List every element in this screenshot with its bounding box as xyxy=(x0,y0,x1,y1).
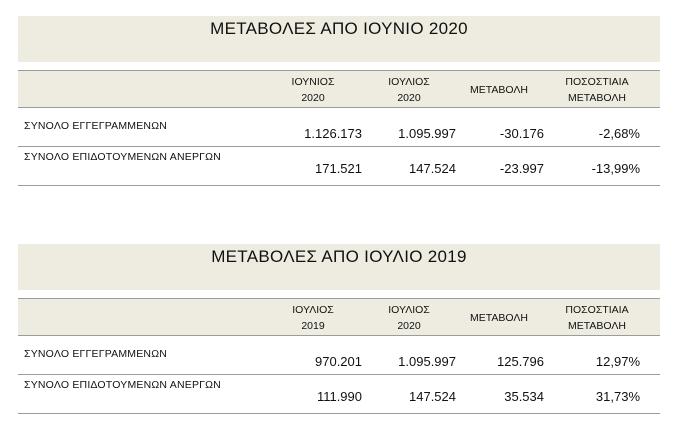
table-row xyxy=(18,336,660,375)
row-label: ΣΥΝΟΛΟ ΕΠΙΔΟΤΟΥΜΕΝΩΝ ΑΝΕΡΓΩΝ xyxy=(24,379,221,391)
value-cell: 125.796 xyxy=(497,354,544,369)
table-title: ΜΕΤΑΒΟΛΕΣ ΑΠΟ ΙΟΥΝΙΟ 2020 xyxy=(18,16,660,62)
column-header: ΠΟΣΟΣΤΙΑΙΑ ΜΕΤΑΒΟΛΗ xyxy=(565,304,629,332)
table-row xyxy=(18,108,660,147)
table-header-row xyxy=(18,298,660,336)
value-cell: -13,99% xyxy=(591,161,640,176)
column-header: ΙΟΥΛΙΟΣ 2019 xyxy=(292,304,334,332)
column-header: ΙΟΥΛΙΟΣ 2020 xyxy=(388,76,430,104)
column-header: ΜΕΤΑΒΟΛΗ xyxy=(470,312,528,324)
value-cell: 1.095.997 xyxy=(398,126,456,141)
changes-table-1 xyxy=(18,16,660,186)
value-cell: 12,97% xyxy=(595,354,640,369)
column-header: ΠΟΣΟΣΤΙΑΙΑ ΜΕΤΑΒΟΛΗ xyxy=(565,76,629,104)
value-cell: 171.521 xyxy=(315,161,362,176)
changes-table-2 xyxy=(18,244,660,414)
row-label: ΣΥΝΟΛΟ ΕΠΙΔΟΤΟΥΜΕΝΩΝ ΑΝΕΡΓΩΝ xyxy=(24,151,221,163)
value-cell: 1.126.173 xyxy=(304,126,362,141)
value-cell: 35.534 xyxy=(504,389,544,404)
value-cell: -30.176 xyxy=(499,126,544,141)
row-label: ΣΥΝΟΛΟ ΕΓΓΕΓΡΑΜΜΕΝΩΝ xyxy=(24,120,168,132)
row-label: ΣΥΝΟΛΟ ΕΓΓΕΓΡΑΜΜΕΝΩΝ xyxy=(24,348,168,360)
value-cell: 1.095.997 xyxy=(398,354,456,369)
value-cell: 147.524 xyxy=(409,161,456,176)
table-title: ΜΕΤΑΒΟΛΕΣ ΑΠΟ ΙΟΥΛΙΟ 2019 xyxy=(18,244,660,290)
value-cell: -2,68% xyxy=(598,126,640,141)
column-header: ΙΟΥΛΙΟΣ 2020 xyxy=(388,304,430,332)
value-cell: 31,73% xyxy=(595,389,640,404)
table-row xyxy=(18,375,660,414)
table-header-row xyxy=(18,70,660,108)
column-header: ΜΕΤΑΒΟΛΗ xyxy=(470,84,528,96)
table-row xyxy=(18,147,660,186)
value-cell: 147.524 xyxy=(409,389,456,404)
value-cell: 970.201 xyxy=(315,354,362,369)
value-cell: 111.990 xyxy=(316,389,362,404)
column-header: ΙΟΥΝΙΟΣ 2020 xyxy=(291,76,335,104)
value-cell: -23.997 xyxy=(499,161,544,176)
